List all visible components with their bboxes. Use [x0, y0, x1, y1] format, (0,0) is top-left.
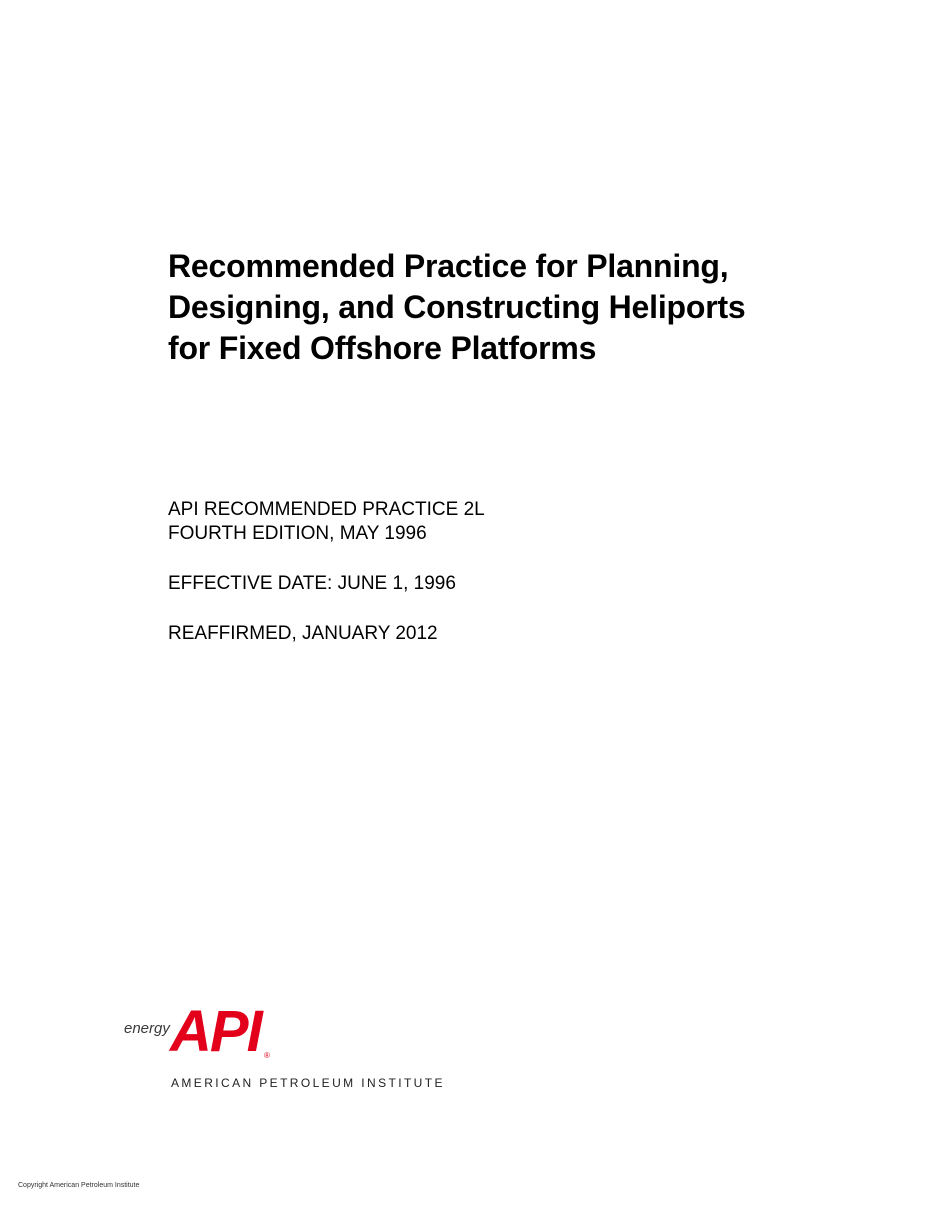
document-title [168, 246, 868, 369]
title-line-2: Designing, and Constructing Heliports [168, 289, 746, 325]
registered-mark: ® [264, 1051, 270, 1060]
logo-mark: API [170, 999, 261, 1064]
title-line-3: for Fixed Offshore Platforms [168, 330, 597, 366]
effective-date: EFFECTIVE DATE: JUNE 1, 1996 [168, 573, 456, 594]
edition-line: FOURTH EDITION, MAY 1996 [168, 523, 427, 544]
logo-tagline: energy [124, 1020, 170, 1037]
document-metadata [168, 498, 768, 646]
api-logo [118, 999, 448, 1095]
copyright-notice: Copyright American Petroleum Institute [18, 1182, 140, 1189]
standard-designation: API RECOMMENDED PRACTICE 2L [168, 499, 485, 520]
title-line-1: Recommended Practice for Planning, [168, 248, 729, 284]
logo-organization-name: AMERICAN PETROLEUM INSTITUTE [171, 1076, 445, 1090]
reaffirmed-date: REAFFIRMED, JANUARY 2012 [168, 623, 438, 644]
